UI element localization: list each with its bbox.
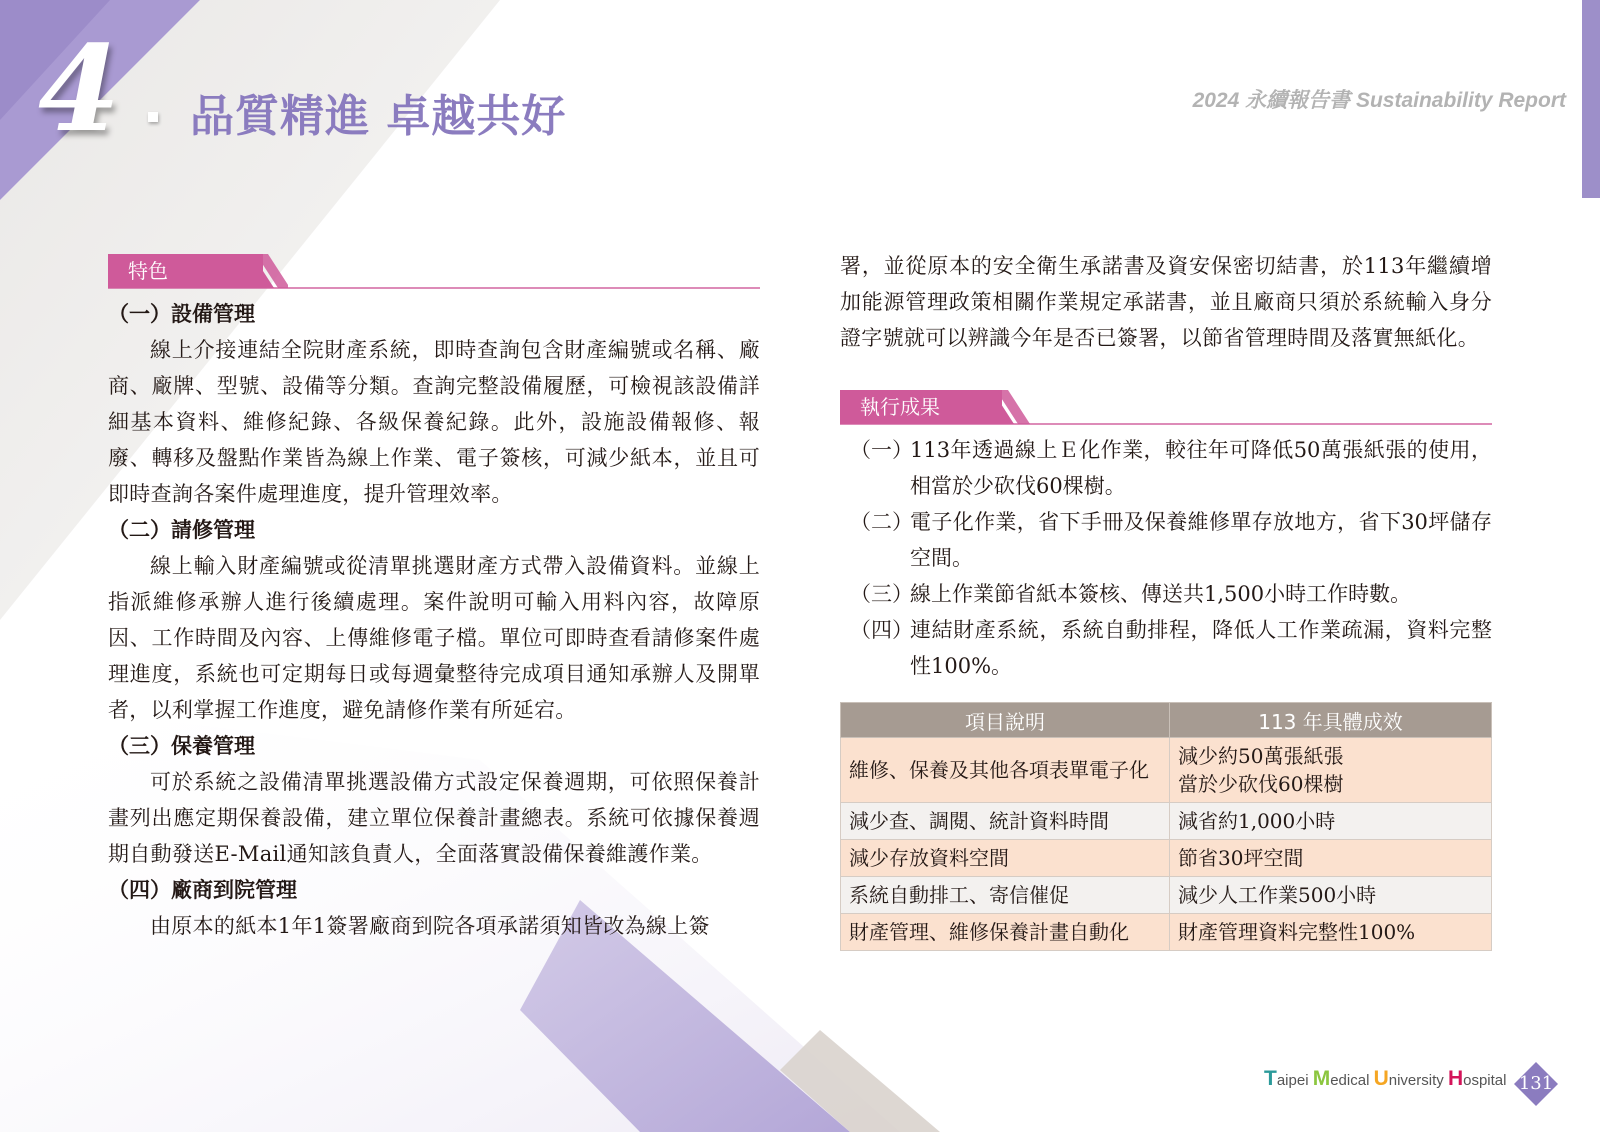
list-item-text: 連結財產系統，系統自動排程，降低人工作業疏漏，資料完整性100%。 xyxy=(910,618,1492,678)
table-row xyxy=(841,914,1492,951)
logo-word: ospital xyxy=(1463,1072,1507,1089)
table-row xyxy=(841,738,1492,803)
effect-line: 當於少砍伐60棵樹 xyxy=(1178,772,1344,796)
list-item xyxy=(840,432,1492,504)
logo-word: aipei xyxy=(1276,1072,1309,1089)
table-row xyxy=(841,803,1492,840)
list-marker: （四） xyxy=(850,618,913,642)
feature-title: （一）設備管理 xyxy=(108,301,255,326)
table-cell-effect: 節省30坪空間 xyxy=(1170,840,1492,877)
table-cell-item: 減少存放資料空間 xyxy=(841,840,1170,877)
feature-title: （四）廠商到院管理 xyxy=(108,877,297,902)
table-header-effect: 113 年具體成效 xyxy=(1170,703,1492,738)
feature-text: 線上輸入財產編號或從清單挑選財產方式帶入設備資料。並線上指派維修承辦人進行後續處理。案件說明可輸入用料內容，故障原因、工作時間及內容、上傳維修電子檔。單位可即時查看請修案件處理進度，系統也可定期每日或每週彙整待完成項目通知承辦人及開單者，以利掌握工作進度，避免請修作業有所延宕。 xyxy=(108,554,760,722)
table-cell-item: 減少查、調閱、統計資料時間 xyxy=(841,803,1170,840)
right-column xyxy=(840,248,1492,951)
list-item-text: 113年透過線上Ｅ化作業，較往年可降低50萬張紙張的使用，相當於少砍伐60棵樹。 xyxy=(910,438,1492,498)
right-edge-tab xyxy=(1582,0,1600,198)
list-item-text: 電子化作業，省下手冊及保養維修單存放地方，省下30坪儲存空間。 xyxy=(910,510,1492,570)
chapter-number: 4 xyxy=(38,19,121,158)
section-underline xyxy=(108,287,760,289)
table-cell-item: 維修、保養及其他各項表單電子化 xyxy=(841,738,1170,803)
results-list xyxy=(840,432,1492,684)
page-number: 131 xyxy=(1518,1073,1554,1094)
page-number-badge xyxy=(1514,1062,1558,1106)
section-header-results xyxy=(840,386,1492,426)
section-underline xyxy=(840,423,1492,425)
feature-title: （二）請修管理 xyxy=(108,517,255,542)
report-title: 2024 永續報告書 Sustainability Report xyxy=(1192,89,1566,112)
table-header-row xyxy=(841,703,1492,738)
results-table xyxy=(840,702,1492,951)
section-header-features xyxy=(108,250,760,290)
table-cell-item: 系統自動排工、寄信催促 xyxy=(841,877,1170,914)
list-item xyxy=(840,504,1492,576)
list-marker: （一） xyxy=(850,438,913,462)
table-row xyxy=(841,877,1492,914)
list-item-text: 線上作業節省紙本簽核、傳送共1,500小時工作時數。 xyxy=(910,582,1412,606)
feature-text: 由原本的紙本1年1簽署廠商到院各項承諾須知皆改為線上簽 xyxy=(150,914,710,938)
table-cell-effect xyxy=(1170,738,1492,803)
logo-letter: U xyxy=(1373,1067,1389,1090)
chapter-number-dot xyxy=(148,112,158,122)
table-cell-effect: 財產管理資料完整性100% xyxy=(1170,914,1492,951)
logo-letter: H xyxy=(1447,1067,1464,1090)
feature-text: 可於系統之設備清單挑選設備方式設定保養週期，可依照保養計畫列出應定期保養設備，建立單位保養計畫總表。系統可依據保養週期自動發送E-Mail通知該負責人，全面落實設備保養維護作業。 xyxy=(108,770,760,866)
list-item xyxy=(840,612,1492,684)
logo-letter: M xyxy=(1312,1067,1331,1090)
table-cell-effect: 減少人工作業500小時 xyxy=(1170,877,1492,914)
effect-line: 減少約50萬張紙張 xyxy=(1178,744,1344,768)
logo-letter: T xyxy=(1264,1067,1277,1090)
feature-text-continued: 署，並從原本的安全衛生承諾書及資安保密切結書，於113年繼續增加能源管理政策相關作業規定承諾書，並且廠商只須於系統輸入身分證字號就可以辨識今年是否已簽署，以節省管理時間及落實無紙化。 xyxy=(840,254,1492,350)
logo-word: niversity xyxy=(1388,1072,1444,1089)
table-row xyxy=(841,840,1492,877)
list-marker: （二） xyxy=(850,510,913,534)
logo-word: edical xyxy=(1330,1072,1370,1089)
list-item xyxy=(840,576,1492,612)
hospital-logo-text xyxy=(1264,1067,1506,1091)
list-marker: （三） xyxy=(850,582,913,606)
table-cell-item: 財產管理、維修保養計畫自動化 xyxy=(841,914,1170,951)
section-tag-results: 執行成果 xyxy=(840,390,1002,424)
left-column xyxy=(108,250,760,944)
feature-title: （三）保養管理 xyxy=(108,733,255,758)
table-cell-effect: 減省約1,000小時 xyxy=(1170,803,1492,840)
table-header-item: 項目說明 xyxy=(841,703,1170,738)
chapter-title: 品質精進 卓越共好 xyxy=(190,91,567,142)
feature-text: 線上介接連結全院財產系統，即時查詢包含財產編號或名稱、廠商、廠牌、型號、設備等分類。查詢完整設備履歷，可檢視該設備詳細基本資料、維修紀錄、各級保養紀錄。此外，設施設備報修、報廢、轉移及盤點作業皆為線上作業、電子簽核，可減少紙本，並且可即時查詢各案件處理進度，提升管理效率。 xyxy=(108,338,760,506)
section-tag-features: 特色 xyxy=(108,254,263,288)
